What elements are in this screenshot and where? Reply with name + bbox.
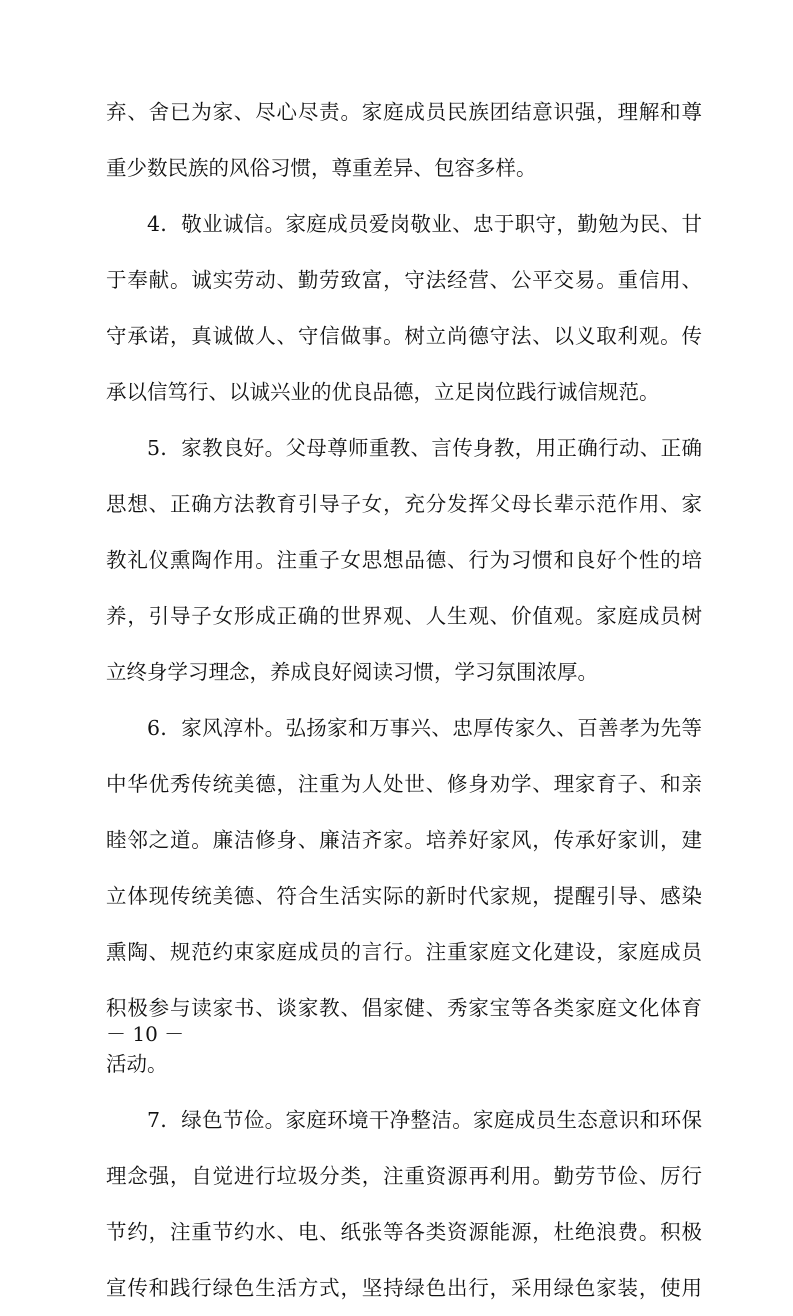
text-line: 守承诺，真诚做人、守信做事。树立尚德守法、以义取利观。传 bbox=[106, 324, 702, 348]
text-line: 思想、正确方法教育引导子女，充分发挥父母长辈示范作用、家 bbox=[106, 492, 702, 516]
text-line: 熏陶、规范约束家庭成员的言行。注重家庭文化建设，家庭成员 bbox=[106, 940, 702, 964]
text-line: 7．绿色节俭。家庭环境干净整洁。家庭成员生态意识和环保 bbox=[147, 1108, 702, 1132]
text-line: 于奉献。诚实劳动、勤劳致富，守法经营、公平交易。重信用、 bbox=[106, 268, 702, 292]
text-line: 理念强，自觉进行垃圾分类，注重资源再利用。勤劳节俭、厉行 bbox=[106, 1164, 702, 1188]
text-line: 睦邻之道。廉洁修身、廉洁齐家。培养好家风，传承好家训，建 bbox=[106, 828, 702, 852]
text-line: 重少数民族的风俗习惯，尊重差异、包容多样。 bbox=[106, 156, 537, 180]
body-text bbox=[106, 84, 702, 1316]
text-line: 5．家教良好。父母尊师重教、言传身教，用正确行动、正确 bbox=[147, 436, 702, 460]
text-line: 承以信笃行、以诚兴业的优良品德，立足岗位践行诚信规范。 bbox=[106, 380, 660, 404]
text-line: 教礼仪熏陶作用。注重子女思想品德、行为习惯和良好个性的培 bbox=[106, 548, 702, 572]
text-line: 6．家风淳朴。弘扬家和万事兴、忠厚传家久、百善孝为先等 bbox=[147, 716, 702, 740]
text-line: 节约，注重节约水、电、纸张等各类资源能源，杜绝浪费。积极 bbox=[106, 1220, 702, 1244]
page-number: － 10 － bbox=[106, 1022, 185, 1046]
text-line: 立体现传统美德、符合生活实际的新时代家规，提醒引导、感染 bbox=[106, 884, 702, 908]
text-line: 积极参与读家书、谈家教、倡家健、秀家宝等各类家庭文化体育 bbox=[106, 996, 702, 1020]
text-line: 活动。 bbox=[106, 1052, 168, 1076]
text-line: 养，引导子女形成正确的世界观、人生观、价值观。家庭成员树 bbox=[106, 604, 702, 628]
text-line: 宣传和践行绿色生活方式，坚持绿色出行，采用绿色家装，使用 bbox=[106, 1276, 702, 1300]
text-line: 4．敬业诚信。家庭成员爱岗敬业、忠于职守，勤勉为民、甘 bbox=[147, 212, 702, 236]
text-line: 立终身学习理念，养成良好阅读习惯，学习氛围浓厚。 bbox=[106, 660, 598, 684]
text-line: 弃、舍已为家、尽心尽责。家庭成员民族团结意识强，理解和尊 bbox=[106, 100, 702, 124]
text-line: 中华优秀传统美德，注重为人处世、修身劝学、理家育子、和亲 bbox=[106, 772, 702, 796]
